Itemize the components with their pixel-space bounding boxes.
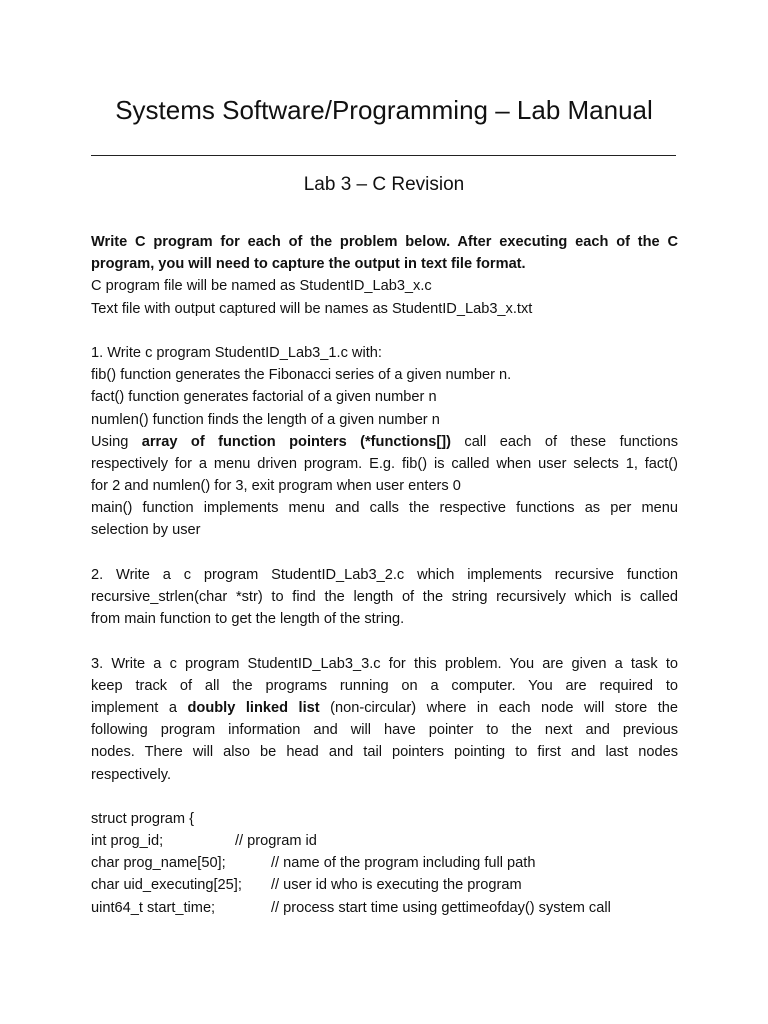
- struct-field-row: [91, 897, 678, 919]
- problem3-line-a: 3. Write a c program StudentID_Lab3_3.c for this problem. You are given a task to: [91, 655, 678, 672]
- problem2-line-c: from main function to get the length of the string.: [91, 611, 405, 628]
- struct-field-comment: // process start time using gettimeofday() system call: [271, 899, 611, 916]
- problem1-using-line: Using array of function pointers (*functions[]) call each of these functions: [91, 433, 678, 450]
- problem2-line-a: 2. Write a c program StudentID_Lab3_2.c which implements recursive function: [91, 566, 678, 583]
- problem3-line-b: keep track of all the programs running on a computer. You are required to: [91, 677, 678, 694]
- struct-field-row: [91, 852, 678, 874]
- struct-field-decl: uint64_t start_time;: [91, 899, 216, 916]
- struct-field-decl: int prog_id;: [91, 833, 164, 850]
- problem3-line-d: following program information and will have pointer to the next and previous: [91, 722, 678, 739]
- struct-field-row: [91, 830, 678, 852]
- struct-field-decl: char uid_executing[25];: [91, 877, 242, 894]
- problem1-fact: fact() function generates factorial of a given number n: [91, 389, 437, 406]
- title-divider: [91, 155, 676, 156]
- problem1-heading: 1. Write c program StudentID_Lab3_1.c with:: [91, 344, 382, 361]
- intro-bold-line-2: program, you will need to capture the output in text file format.: [91, 256, 526, 273]
- problem3-line-c: implement a doubly linked list (non-circular) where in each node will store the: [91, 699, 678, 716]
- struct-field-comment: // name of the program including full path: [271, 855, 536, 872]
- problem1-line-b: respectively for a menu driven program. E.g. fib() is called when user selects 1, fact(): [91, 455, 678, 472]
- problem3-line-f: respectively.: [91, 766, 172, 783]
- struct-field-row: [91, 874, 678, 896]
- struct-field-comment: // program id: [235, 833, 317, 850]
- document-body: [91, 231, 678, 919]
- intro-bold-line-1: Write C program for each of the problem below. After executing each of the C: [91, 234, 678, 250]
- problem2-line-b: recursive_strlen(char *str) to find the length of the string recursively which is called: [91, 589, 678, 605]
- problem3-line-e: nodes. There will also be head and tail pointers pointing to first and last nodes: [91, 744, 678, 761]
- problem1-line-d: main() function implements menu and calls the respective functions as per menu: [91, 500, 678, 517]
- problem1-line-e: selection by user: [91, 522, 201, 539]
- problem1-fib: fib() function generates the Fibonacci series of a given number n.: [91, 367, 512, 384]
- intro-filename-line: C program file will be named as StudentID_Lab3_x.c: [91, 278, 432, 295]
- problem1-line-c: for 2 and numlen() for 3, exit program when user enters 0: [91, 478, 461, 495]
- intro-output-line: Text file with output captured will be names as StudentID_Lab3_x.txt: [91, 300, 533, 317]
- struct-field-comment: // user id who is executing the program: [271, 877, 522, 894]
- problem1-numlen: numlen() function finds the length of a given number n: [91, 411, 440, 428]
- lab-subtitle: Lab 3 – C Revision: [303, 174, 465, 195]
- struct-open: struct program {: [91, 810, 195, 827]
- struct-field-decl: char prog_name[50];: [91, 855, 226, 872]
- page-title: Systems Software/Programming – Lab Manual: [115, 95, 653, 125]
